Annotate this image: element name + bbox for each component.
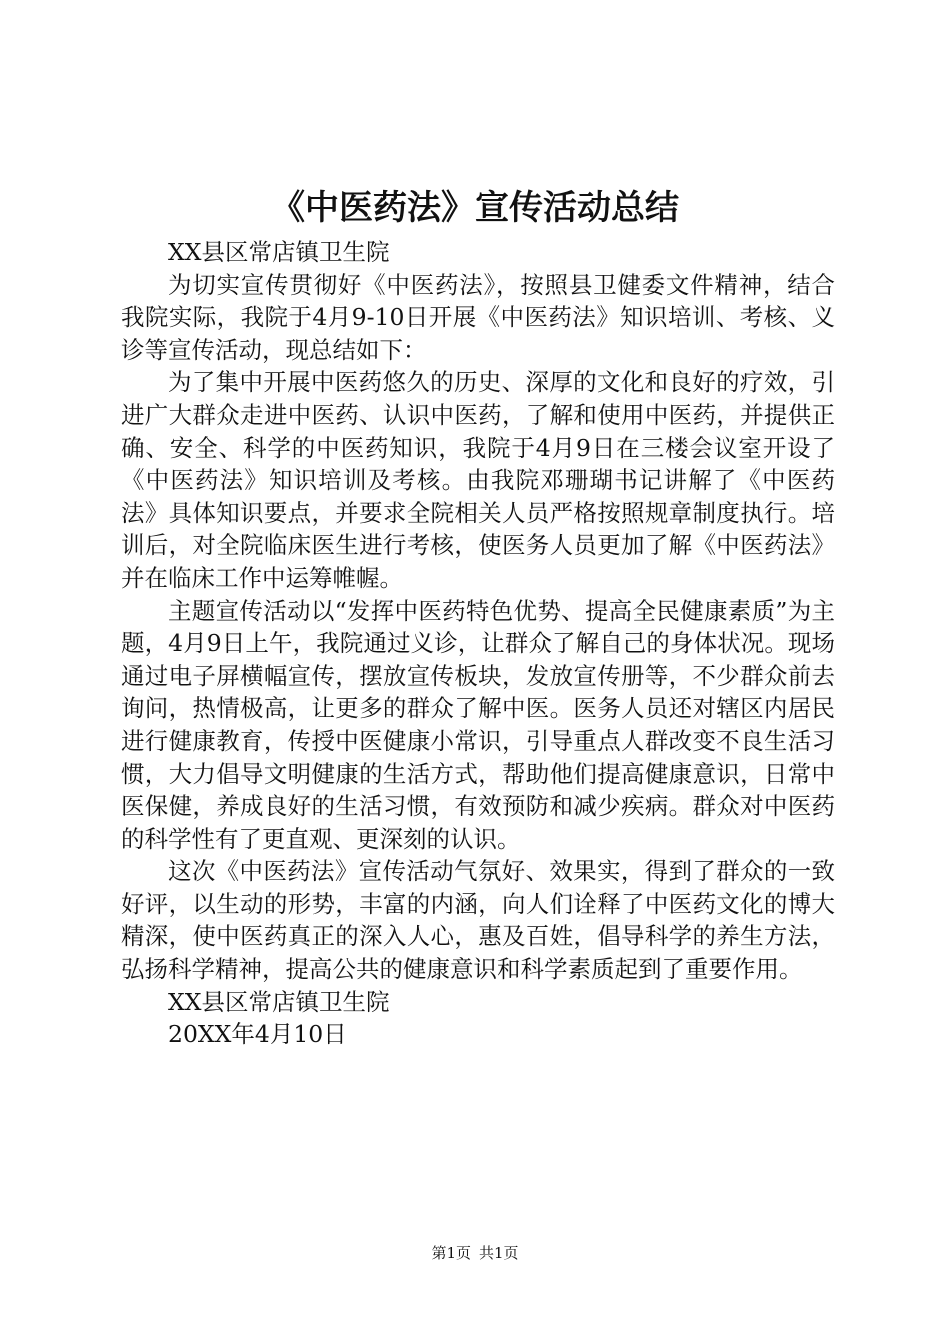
paragraph-campaign: 主题宣传活动以“发挥中医药特色优势、提高全民健康素质”为主题，4月9日上午，我院通过义诊，让群众了解自己的身体状况。现场通过电子屏横幅宣传，摆放宣传板块，发放宣传册等，不少群众前去询问，热情极高，让更多的群众了解中医。医务人员还对辖区内居民进行健康教育，传授中医健康小常识，引导重点人群改变不良生活习惯，大力倡导文明健康的生活方式，帮助他们提高健康意识，日常中医保健，养成良好的生活习惯，有效预防和减少疾病。群众对中医药的科学性有了更直观、更深刻的认识。 (121, 596, 835, 853)
paragraph-conclusion: 这次《中医药法》宣传活动气氛好、效果实，得到了群众的一致好评，以生动的形势，丰富的内涵，向人们诠释了中医药文化的博大精深，使中医药真正的深入人心，惠及百姓，倡导科学的养生方法，弘扬科学精神，提高公共的健康意识和科学素质起到了重要作用。 (121, 857, 835, 984)
paragraph-training: 为了集中开展中医药悠久的历史、深厚的文化和良好的疗效，引进广大群众走进中医药、认识中医药，了解和使用中医药，并提供正确、安全、科学的中医药知识，我院于4月9日在三楼会议室开设了《中医药法》知识培训及考核。由我院邓珊瑚书记讲解了《中医药法》具体知识要点，并要求全院相关人员严格按照规章制度执行。培训后，对全院临床医生进行考核，使医务人员更加了解《中医药法》并在临床工作中运筹帷幄。 (121, 368, 835, 592)
document-title: 《中医药法》宣传活动总结 (271, 188, 679, 228)
date-line: 20XX年4月10日 (168, 1020, 347, 1049)
page-total: 共1页 (479, 1244, 519, 1262)
author-line: XX县区常店镇卫生院 (168, 238, 390, 266)
document-body (121, 236, 835, 1051)
page-number: 第1页 (431, 1244, 471, 1262)
paragraph-intro: 为切实宣传贯彻好《中医药法》，按照县卫健委文件精神，结合我院实际，我院于4月9-10日开展《中医药法》知识培训、考核、义诊等宣传活动，现总结如下： (121, 270, 835, 364)
page-footer (0, 1242, 950, 1264)
signature-line: XX县区常店镇卫生院 (168, 987, 390, 1016)
